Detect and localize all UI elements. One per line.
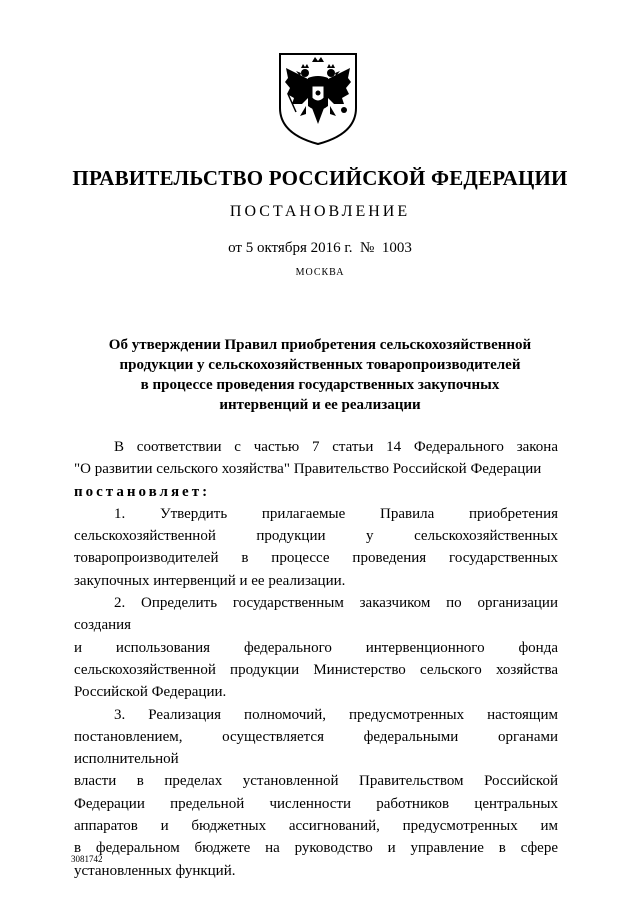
body-line: и использования федерального интервенционного фонда	[74, 639, 558, 656]
body-line: 1. Утвердить прилагаемые Правила приобретения	[114, 505, 558, 522]
heading-line: Об утверждении Правил приобретения сельскохозяйственной	[108, 337, 532, 353]
coat-of-arms-icon	[272, 48, 364, 148]
body-line: Федерации предельной численности работников центральных	[74, 795, 558, 812]
document-body	[74, 436, 558, 882]
body-line: сельскохозяйственной продукции Министерство сельского хозяйства	[74, 661, 558, 678]
body-line: постановлением, осуществляется федеральными органами исполнительной	[74, 728, 558, 768]
body-line: 3. Реализация полномочий, предусмотренных настоящим	[114, 706, 558, 723]
body-line: Российской Федерации.	[74, 684, 227, 701]
city: МОСКВА	[295, 267, 345, 278]
heading-line: интервенций и ее реализации	[219, 397, 421, 413]
heading-line: продукции у сельскохозяйственных товаропроизводителей	[119, 357, 521, 373]
body-line: 2. Определить государственным заказчиком по организации создания	[74, 595, 558, 634]
document-type: ПОСТАНОВЛЕНИЕ	[229, 203, 411, 220]
heading-line: в процессе проведения государственных закупочных	[140, 377, 500, 393]
body-line: аппаратов и бюджетных ассигнований, предусмотренных им	[74, 818, 558, 835]
body-line: закупочных интервенций и ее реализации.	[74, 572, 346, 589]
government-title: ПРАВИТЕЛЬСТВО РОССИЙСКОЙ ФЕДЕРАЦИИ	[72, 166, 568, 190]
body-line: "О развитии сельского хозяйства" Правительство Российской Федерации	[74, 461, 542, 478]
body-line: сельскохозяйственной продукции у сельскохозяйственных	[74, 528, 558, 545]
body-line: власти в пределах установленной Правительством Российской	[74, 773, 558, 790]
body-line: В соответствии с частью 7 статьи 14 Федерального закона	[114, 439, 558, 455]
document-code: 3081742	[71, 854, 103, 864]
document-heading	[60, 335, 580, 415]
body-line: в федеральном бюджете на руководство и управление в сфере	[74, 840, 558, 857]
body-line: установленных функций.	[74, 862, 236, 879]
date-number: от 5 октября 2016 г. № 1003	[228, 240, 412, 256]
decree-word: постановляет:	[74, 483, 211, 500]
body-line: товаропроизводителей в процессе проведения государственных	[74, 550, 558, 567]
